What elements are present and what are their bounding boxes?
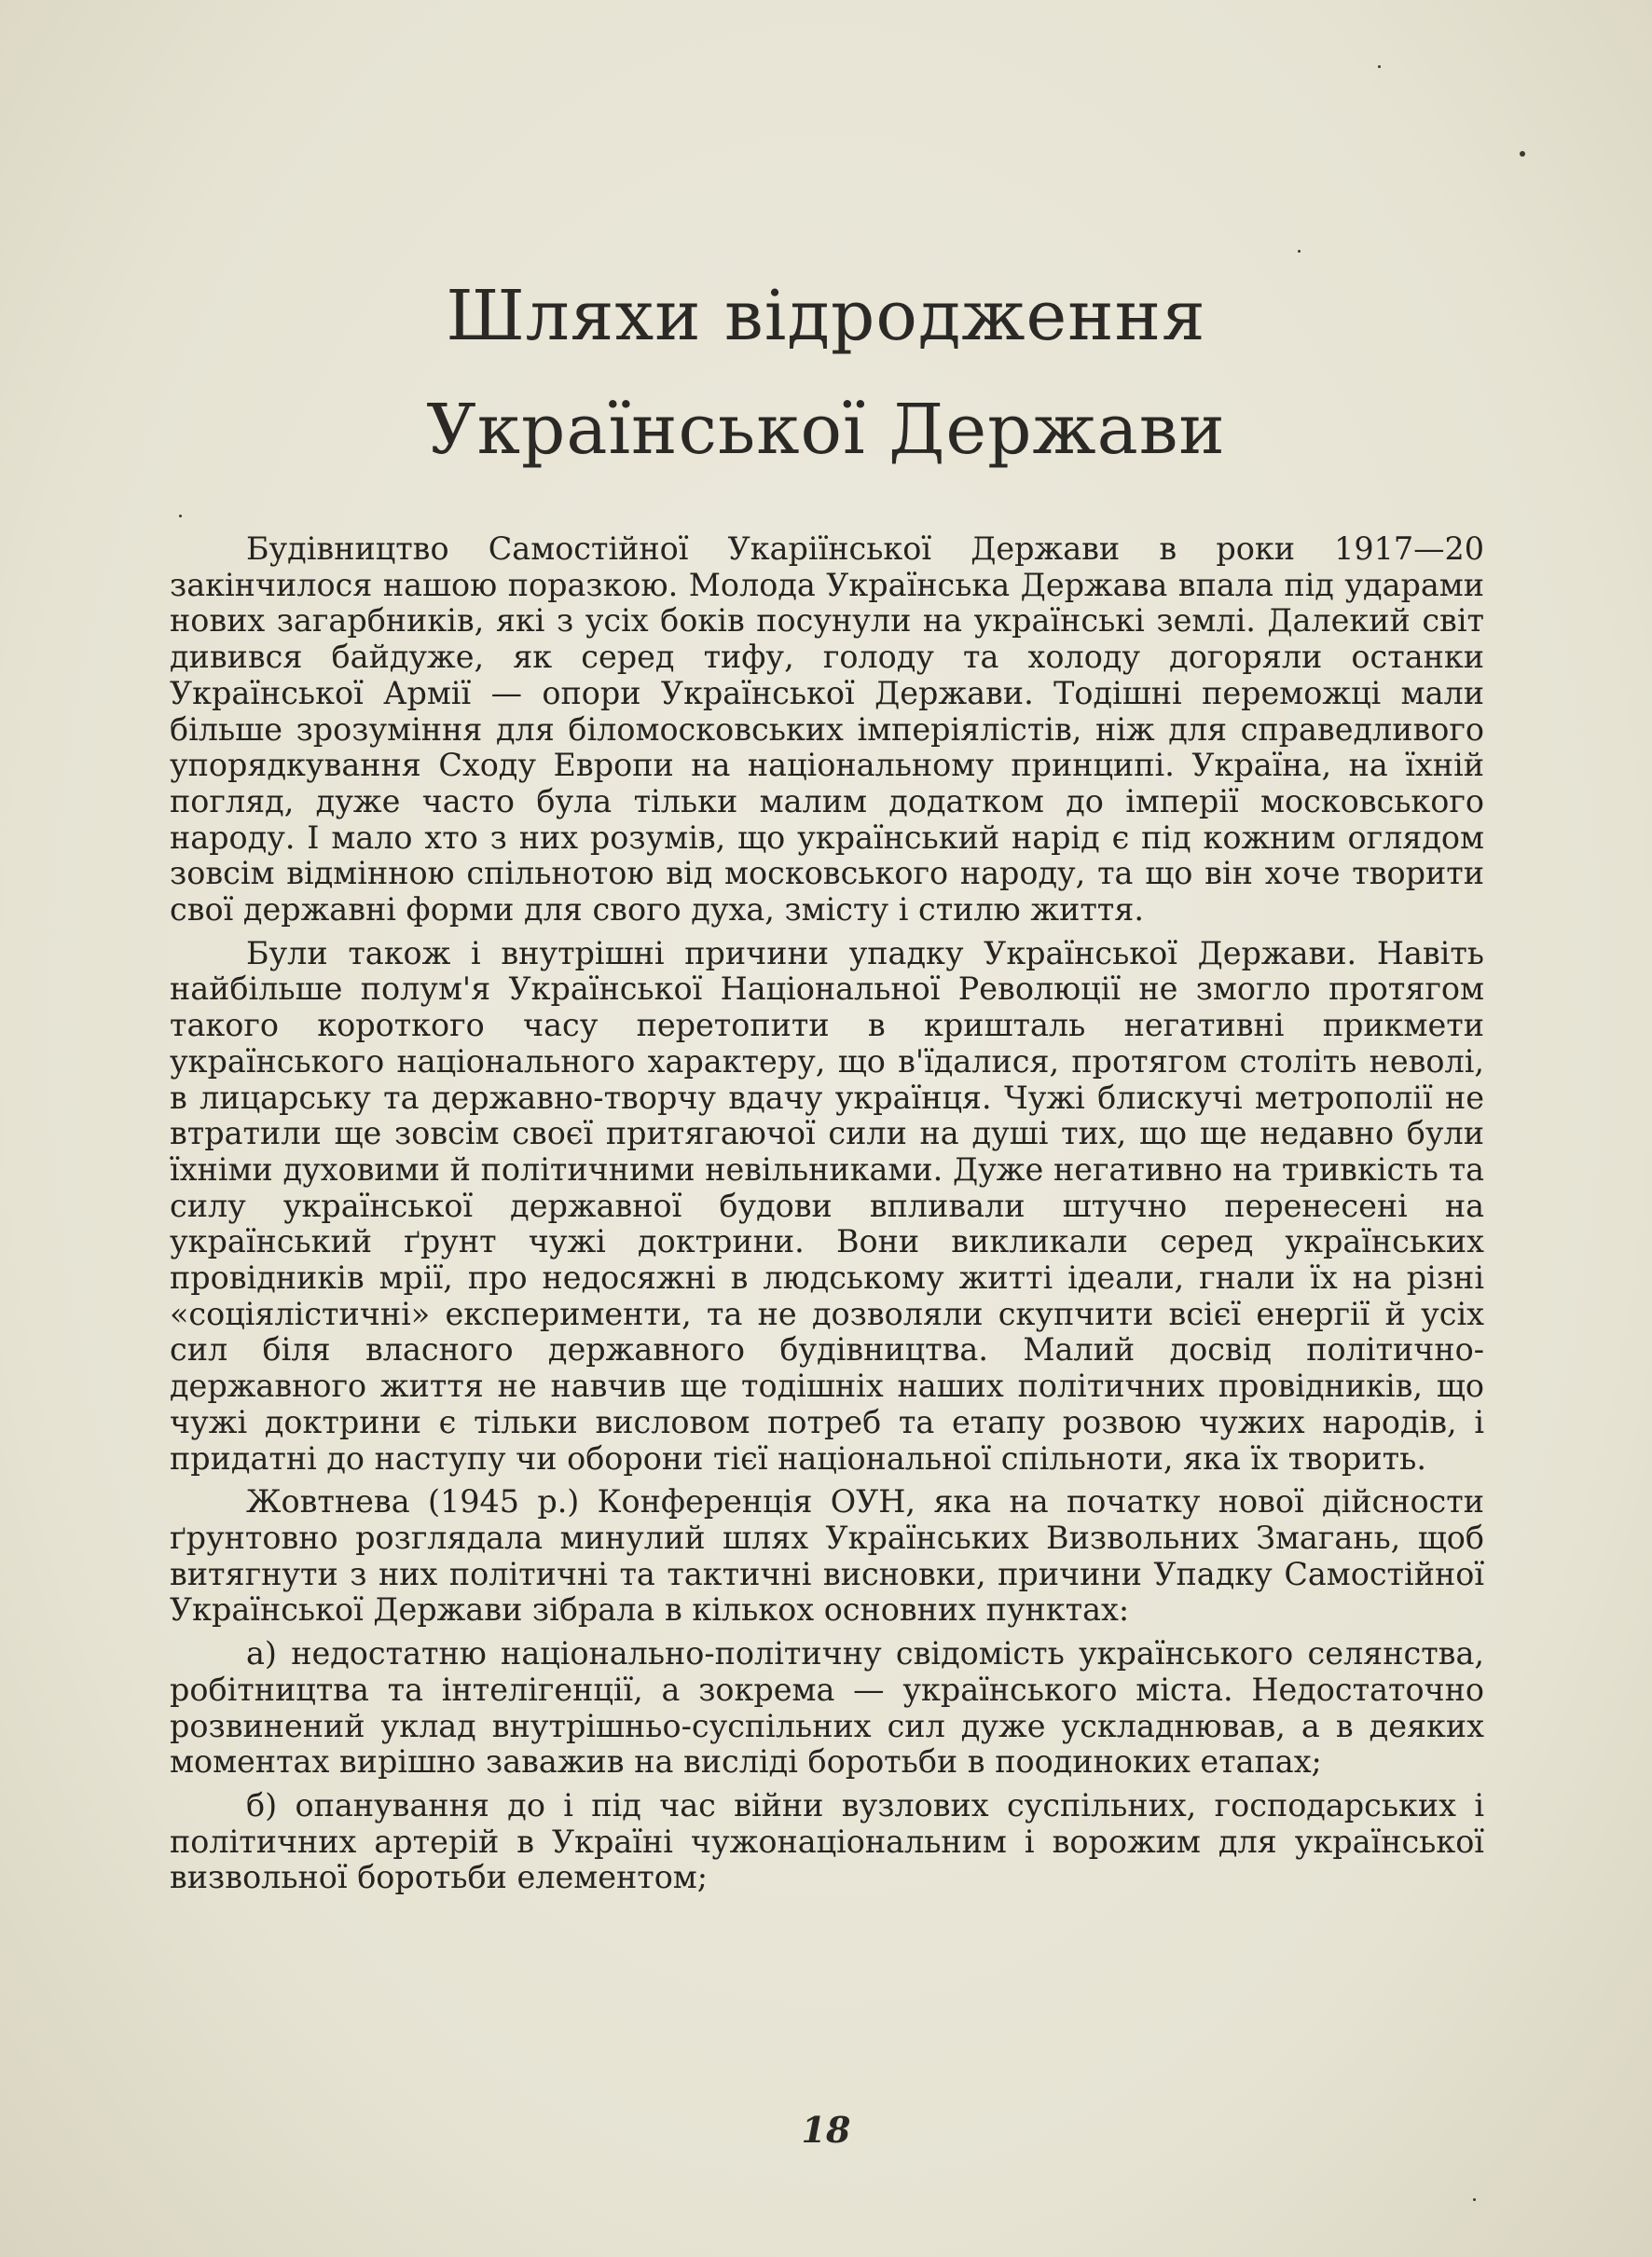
article-body — [170, 531, 1484, 1904]
print-speck — [1520, 151, 1525, 157]
paragraph: Жовтнева (1945 р.) Конференція ОУН, яка на початку нової дійсности ґрунтовно розглядала минулий шлях Українських Визвольних Змагань, щоб витягнути з них політичні та тактичні висновки, причини Упадку Самостійної Української Держави зібрала в кількох основних пунктах: — [170, 1483, 1484, 1629]
page-title-line-2: Української Держави — [426, 390, 1226, 470]
list-item: б) опанування до і під час війни вузлових суспільних, господарських і політичних артерій в Україні чужонаціональним і ворожим для української визвольної боротьби елементом; — [170, 1786, 1484, 1896]
paragraph: Були також і внутрішні причини упадку Української Держави. Навіть найбільше полум'я Української Національної Революції не змогло протягом такого короткого часу перетопити в кришталь негативні прикмети українського національного характеру, що в'їдалися, протягом століть неволі, в лицарську та державно-творчу вдачу українця. Чужі блискучі метрополії не втратили ще зовсім своєї притягаючої сили на душі тих, що ще недавно були їхніми духовими й політичними невільниками. Дуже негативно на тривкість та силу української державної будови впливали штучно перенесені на український ґрунт чужі доктрини. Вони викликали серед українських провідників мрії, про недосяжні в людському житті ідеали, гнали їх на різні «соціялістичні» експерименти, та не дозволяли скупчити всієї енергії й усіх сил біля власного державного будівництва. Малий досвід політично-державного життя не навчив ще тодішніх наших політичних провідників, що чужі доктрини є тільки висловом потреб та етапу розвою чужих народів, і придатні до наступу чи оборони тієї національної спільноти, яка їх творить. — [170, 934, 1484, 1477]
list-item: а) недостатню національно-політичну свідомість українського селянства, робітництва та інтелігенції, а зокрема — українського міста. Недостаточно розвинений уклад внутрішньо-суспільних сил дуже ускладнював, а в деяких моментах вирішно заважив на висліді боротьби в поодиноких етапах; — [170, 1635, 1484, 1781]
print-speck — [1378, 65, 1381, 68]
print-speck — [1473, 2198, 1476, 2201]
page-title-line-1: Шляхи відродження — [446, 276, 1206, 356]
print-speck — [1298, 250, 1301, 253]
print-speck — [179, 515, 182, 517]
page-number: 18 — [801, 2109, 851, 2151]
paragraph: Будівництво Самостійної Укаріїнської Держави в роки 1917—20 закінчилося нашою поразкою. Молода Українська Держава впала під ударами нових загарбників, які з усіх боків посунули на українські землі. Далекий світ дивився байдуже, як серед тифу, голоду та холоду догоряли останки Української Армії — опори Української Держави. Тодішні переможці мали більше зрозуміння для біломосковських імперіялістів, ніж для справедливого упорядкування Сходу Европи на національному принципі. Україна, на їхній погляд, дуже часто була тільки малим додатком до імперії московського народу. І мало хто з них розумів, що український нарід є під кожним оглядом зовсім відмінною спільнотою від московського народу, та що він хоче творити свої державні форми для свого духа, змісту і стилю життя. — [170, 530, 1484, 929]
